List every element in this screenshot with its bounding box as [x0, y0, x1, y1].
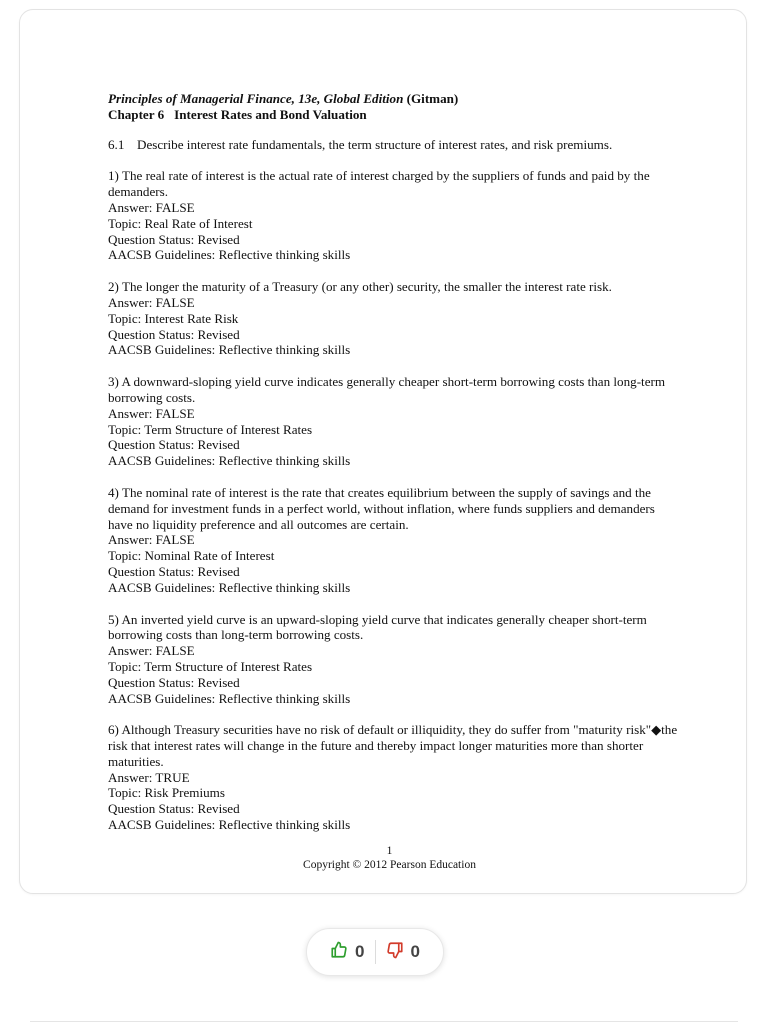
question-answer: Answer: FALSE — [108, 643, 195, 659]
question-status: Question Status: Revised — [108, 674, 240, 690]
downvote-count: 0 — [410, 942, 420, 961]
question-text: 3) A downward-sloping yield curve indicates generally cheaper short-term borrowing costs than long-term borrowing costs. — [108, 374, 666, 405]
upvote-button[interactable] — [320, 941, 374, 964]
vote-widget — [306, 928, 444, 976]
downvote-button[interactable] — [376, 941, 430, 964]
question-item — [108, 279, 678, 358]
question-topic: Topic: Risk Premiums — [108, 785, 225, 801]
book-title-italic: Principles of Managerial Finance, 13e, Global Edition — [108, 91, 404, 106]
chapter-title: Interest Rates and Bond Valuation — [174, 106, 367, 122]
document-content — [108, 91, 678, 833]
learning-objective — [108, 137, 678, 153]
question-topic: Topic: Nominal Rate of Interest — [108, 548, 275, 564]
question-text: 5) An inverted yield curve is an upward-sloping yield curve that indicates generally cheaper short-term borrowing costs than long-term borrowing costs. — [108, 611, 647, 643]
thumbs-down-icon — [386, 941, 404, 964]
question-topic: Topic: Interest Rate Risk — [108, 310, 239, 326]
question-item — [108, 722, 678, 833]
question-status: Question Status: Revised — [108, 231, 240, 247]
question-answer: Answer: TRUE — [108, 769, 190, 785]
copyright-notice: Copyright © 2012 Pearson Education — [303, 858, 476, 871]
question-topic: Topic: Term Structure of Interest Rates — [108, 658, 313, 674]
book-title — [108, 91, 678, 107]
question-status: Question Status: Revised — [108, 437, 240, 453]
chapter-heading — [108, 107, 678, 123]
question-text: 4) The nominal rate of interest is the rate that creates equilibrium between the supply of savings and the demand for investment funds in a perfect world, without inflation, where funds suppliers and demanders have no liquidity preference and all outcomes are certain. — [108, 484, 655, 532]
thumbs-up-icon — [330, 941, 348, 964]
question-item — [108, 374, 678, 469]
question-aacsb: AACSB Guidelines: Reflective thinking skills — [108, 690, 351, 706]
question-topic: Topic: Real Rate of Interest — [108, 215, 253, 231]
question-text: 6) Although Treasury securities have no risk of default or illiquidity, they do suffer from "maturity risk"◆the risk that interest rates will change in the future and thereby impact longer maturities more than shorter maturities. — [108, 722, 678, 769]
question-answer: Answer: FALSE — [108, 532, 195, 548]
question-text: 1) The real rate of interest is the actual rate of interest charged by the suppliers of funds and paid by the demanders. — [108, 168, 650, 200]
objective-number: 6.1 — [108, 136, 125, 152]
question-answer: Answer: FALSE — [108, 294, 195, 310]
question-item — [108, 485, 678, 596]
bottom-divider — [30, 1021, 738, 1022]
objective-text: Describe interest rate fundamentals, the term structure of interest rates, and risk premiums. — [137, 136, 613, 152]
question-status: Question Status: Revised — [108, 563, 240, 579]
question-item — [108, 612, 678, 707]
page-number: 1 — [386, 845, 393, 857]
upvote-count: 0 — [355, 942, 365, 961]
book-title-author: (Gitman) — [403, 91, 459, 106]
question-status: Question Status: Revised — [108, 326, 240, 342]
question-text: 2) The longer the maturity of a Treasury (or any other) security, the smaller the interest rate risk. — [108, 279, 612, 295]
question-topic: Topic: Term Structure of Interest Rates — [108, 421, 313, 437]
question-status: Question Status: Revised — [108, 801, 240, 817]
question-aacsb: AACSB Guidelines: Reflective thinking skills — [108, 342, 351, 358]
question-aacsb: AACSB Guidelines: Reflective thinking skills — [108, 817, 351, 833]
question-aacsb: AACSB Guidelines: Reflective thinking skills — [108, 453, 351, 469]
question-aacsb: AACSB Guidelines: Reflective thinking skills — [108, 247, 351, 263]
question-aacsb: AACSB Guidelines: Reflective thinking skills — [108, 579, 351, 595]
question-item — [108, 168, 678, 263]
page-footer — [108, 845, 671, 872]
question-answer: Answer: FALSE — [108, 199, 195, 215]
question-answer: Answer: FALSE — [108, 405, 195, 421]
chapter-label: Chapter 6 — [108, 106, 165, 122]
